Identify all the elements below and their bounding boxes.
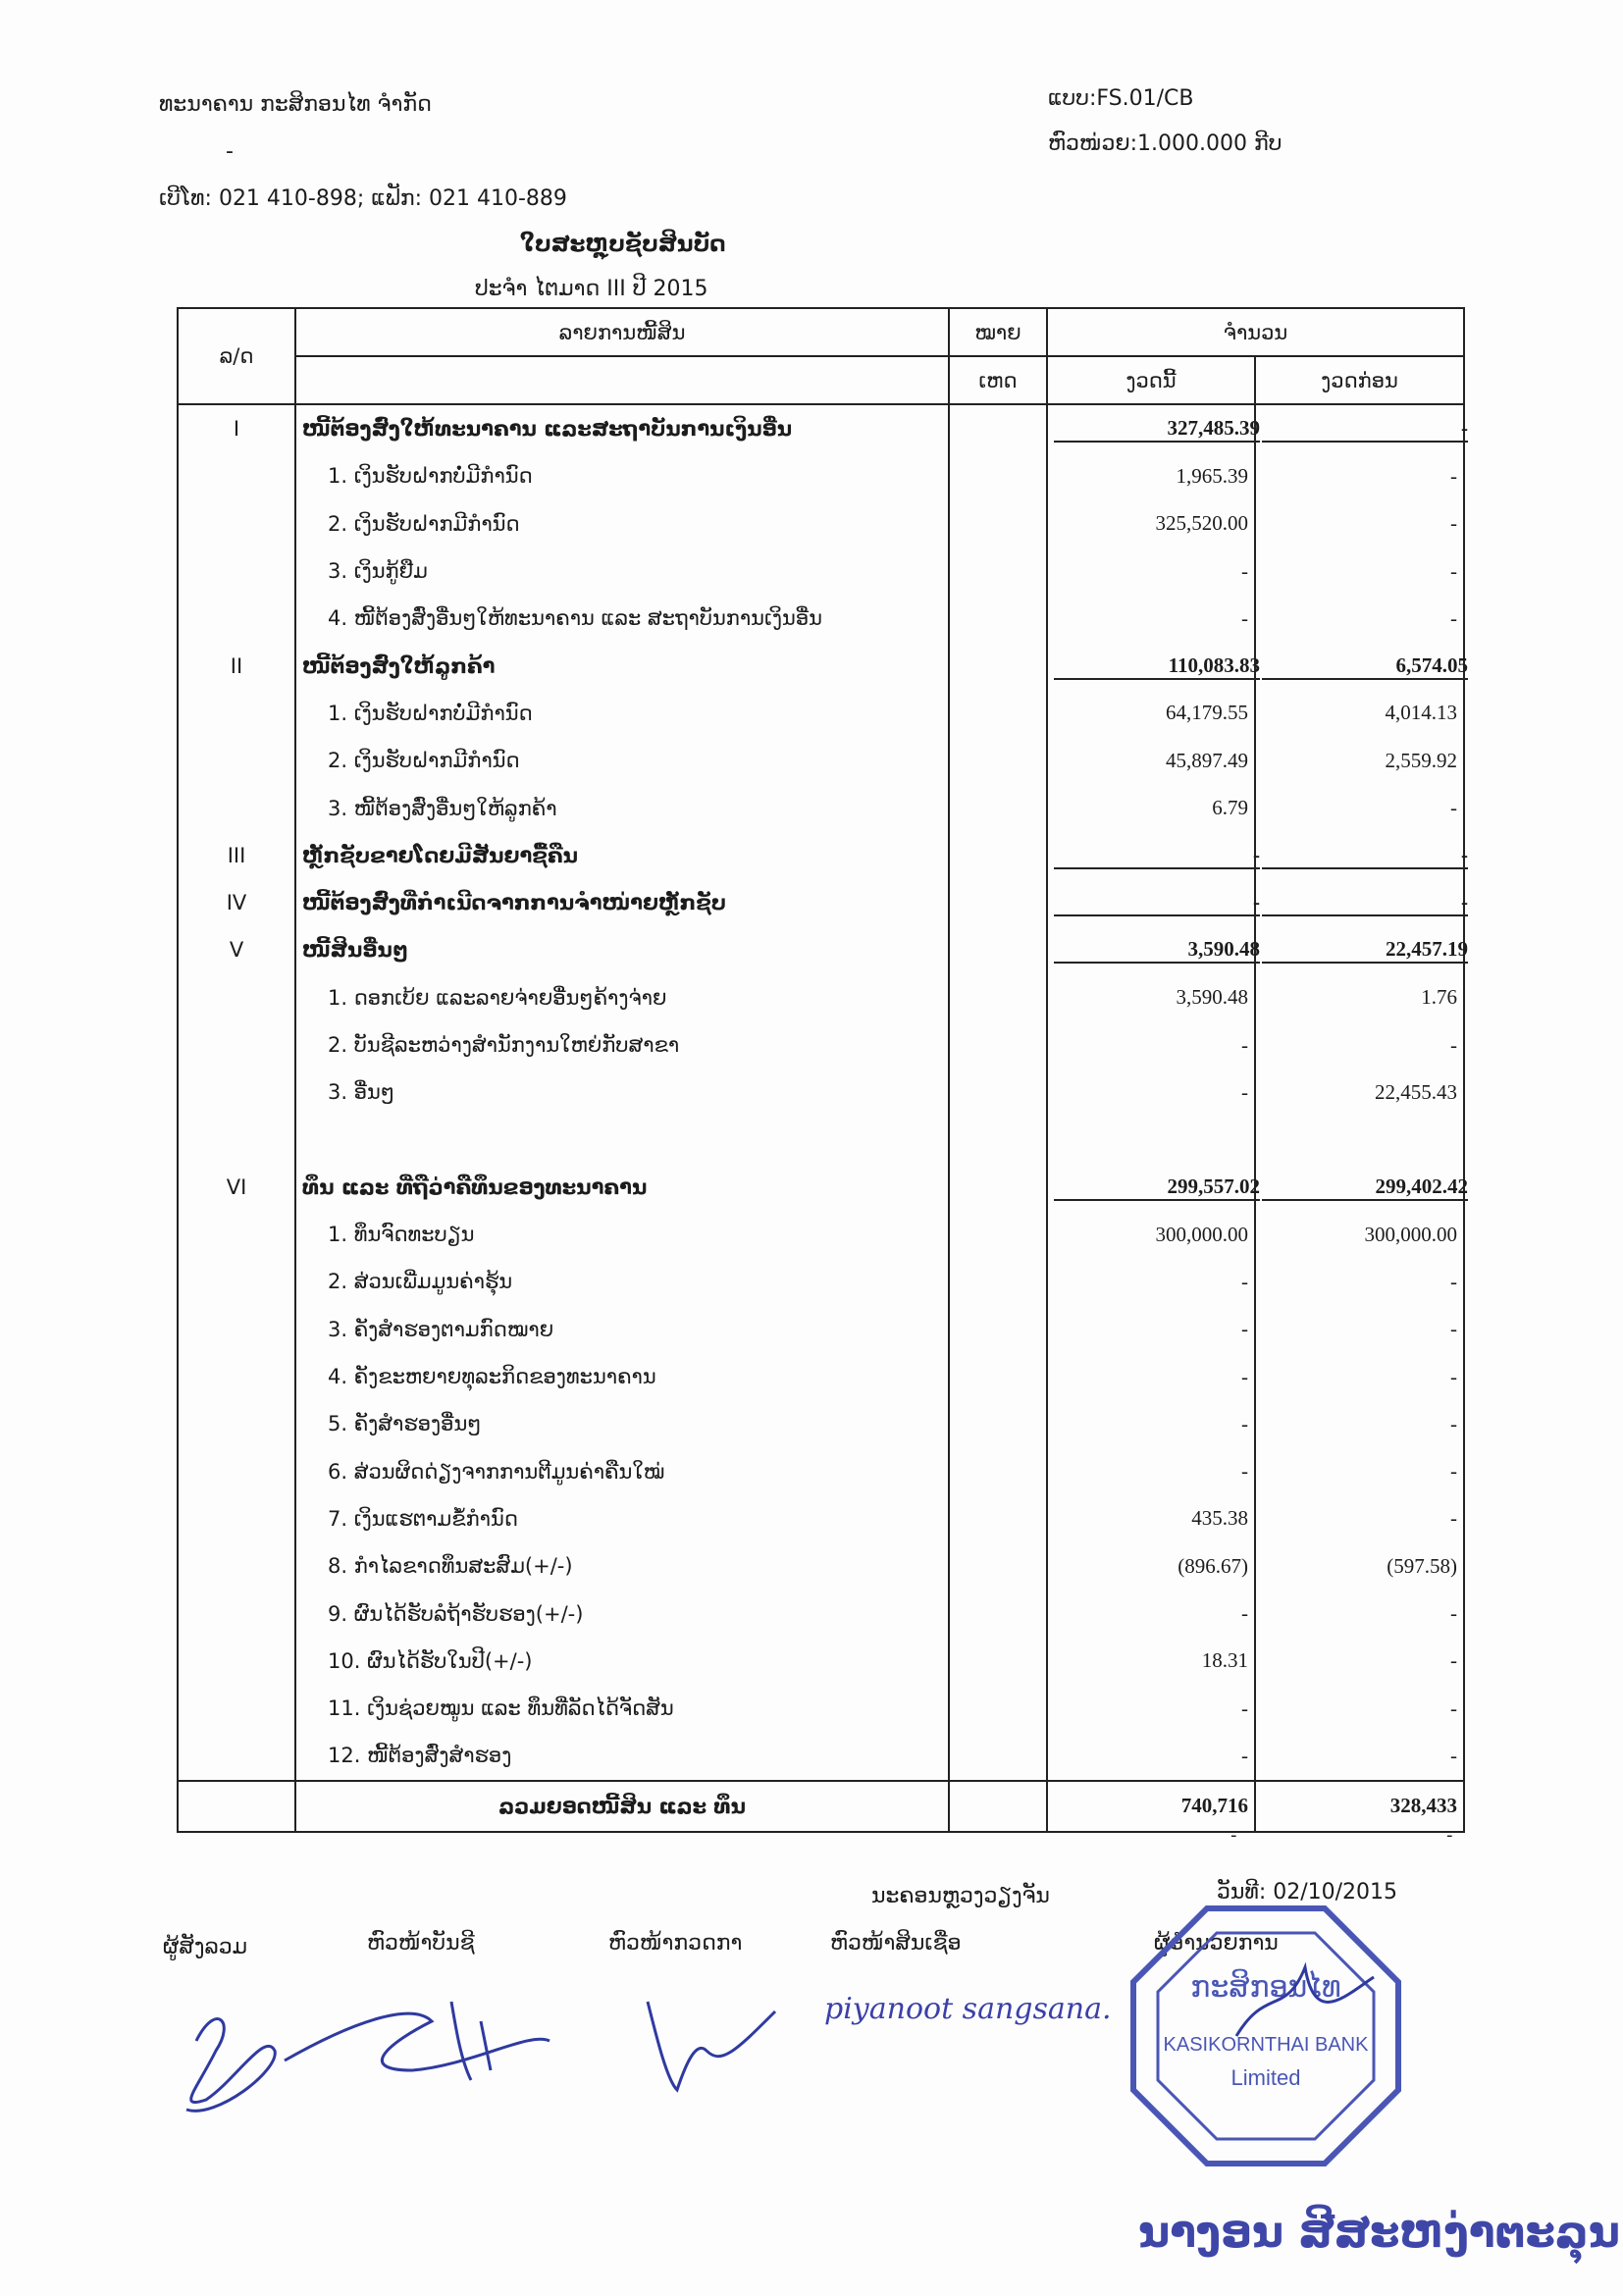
row-previous-amount-value: 22,457.19: [1262, 936, 1468, 964]
row-note: [949, 832, 1047, 879]
table-row: [178, 1542, 1464, 1590]
table-row: [178, 879, 1464, 926]
table-row: [178, 1495, 1464, 1542]
row-current-amount: 1,965.39: [1047, 452, 1255, 499]
row-current-amount: -: [1047, 1069, 1255, 1116]
table-row: [178, 642, 1464, 689]
row-current-amount: 300,000.00: [1047, 1211, 1255, 1258]
row-item-label: 7. ເງິນແຮຕາມຂໍ້ກຳນົດ: [295, 1495, 949, 1542]
header-note-bottom: ເຫດ: [949, 356, 1047, 404]
row-previous-amount: [1255, 1116, 1464, 1163]
row-number: [178, 1448, 295, 1495]
row-note: [949, 690, 1047, 737]
row-item-label: 12. ໜີ້ຕ້ອງສົ່ງສຳຮອງ: [295, 1732, 949, 1780]
row-current-amount: -: [1047, 1400, 1255, 1447]
row-number: [178, 1542, 295, 1590]
row-current-amount: -: [1047, 1306, 1255, 1353]
row-item-label: 10. ຜົນໄດ້ຮັບໃນປີ(+/-): [295, 1638, 949, 1685]
row-note: [949, 1448, 1047, 1495]
table-row: [178, 1638, 1464, 1685]
row-current-amount: [1047, 879, 1260, 926]
row-item-label: 5. ຄັງສຳຮອງອື່ນໆ: [295, 1400, 949, 1447]
row-previous-amount: -: [1255, 1638, 1464, 1685]
row-note: [949, 1069, 1047, 1116]
signer-audit-head: ຫົວໜ້າກວດກາ: [608, 1931, 743, 1956]
table-row: [178, 1116, 1464, 1163]
total-no: [178, 1781, 295, 1832]
table-row: [178, 1590, 1464, 1637]
row-current-amount: [1047, 1164, 1260, 1211]
row-previous-amount: 1.76: [1255, 974, 1464, 1021]
signer-credit-head: ຫົວໜ້າສິນເຊື່ອ: [830, 1931, 962, 1956]
table-row: [178, 1021, 1464, 1069]
row-note: [949, 1211, 1047, 1258]
row-number: [178, 1732, 295, 1780]
row-previous-amount: -: [1255, 1258, 1464, 1305]
row-note: [949, 548, 1047, 595]
row-number: [178, 452, 295, 499]
row-number: [178, 500, 295, 548]
row-previous-amount: -: [1255, 1448, 1464, 1495]
row-current-amount: -: [1047, 1353, 1255, 1400]
row-current-amount: [1047, 832, 1260, 879]
row-number: [178, 1400, 295, 1447]
signer-compiler: ຜູ້ສັງລວມ: [163, 1935, 248, 1959]
svg-text:KASIKORNTHAI BANK: KASIKORNTHAI BANK: [1163, 2034, 1369, 2056]
row-previous-amount: [1255, 642, 1468, 689]
row-item-label: 1. ດອກເບ້ຍ ແລະລາຍຈ່າຍອື່ນໆຄ້າງຈ່າຍ: [295, 974, 949, 1021]
row-number: VI: [178, 1164, 295, 1211]
row-current-amount: [1047, 926, 1260, 973]
bank-name: ທະນາຄານ ກະສິກອນໄທ ຈຳກັດ: [159, 92, 432, 117]
date-label: ວັນທີ: 02/10/2015: [1217, 1880, 1398, 1905]
row-note: [949, 1400, 1047, 1447]
row-number: [178, 1353, 295, 1400]
row-previous-amount: -: [1255, 1306, 1464, 1353]
row-note: [949, 1542, 1047, 1590]
row-item-label: ທຶນ ແລະ ທີ່ຖືວ່າຄືທຶນຂອງທະນາຄານ: [295, 1164, 949, 1211]
row-current-amount: 6.79: [1047, 784, 1255, 831]
row-previous-amount: [1255, 879, 1468, 926]
row-note: [949, 1021, 1047, 1069]
header-previous: ງວດກ່ອນ: [1255, 356, 1464, 404]
table-row: [178, 500, 1464, 548]
row-number: [178, 1685, 295, 1732]
row-current-amount: -: [1047, 1448, 1255, 1495]
row-previous-amount: -: [1255, 548, 1464, 595]
row-previous-amount: (597.58): [1255, 1542, 1464, 1590]
row-note: [949, 642, 1047, 689]
table-row: [178, 1400, 1464, 1447]
row-number: [178, 1495, 295, 1542]
header-note-top: ໝາຍ: [949, 308, 1047, 356]
row-item-label: 3. ຄັງສຳຮອງຕາມກົດໝາຍ: [295, 1306, 949, 1353]
row-current-amount: -: [1047, 1685, 1255, 1732]
row-number: [178, 595, 295, 642]
row-note: [949, 1590, 1047, 1637]
row-number: [178, 784, 295, 831]
row-item-label: 2. ເງິນຮັບຝາກມີກຳນົດ: [295, 500, 949, 548]
row-note: [949, 737, 1047, 784]
row-number: V: [178, 926, 295, 973]
row-item-label: 3. ອື່ນໆ: [295, 1069, 949, 1116]
row-current-amount: -: [1047, 595, 1255, 642]
form-code: ແບບ:FS.01/CB: [1048, 86, 1194, 111]
table-row: [178, 548, 1464, 595]
row-item-label: 9. ຜົນໄດ້ຮັບລໍຖ້າຮັບຮອງ(+/-): [295, 1590, 949, 1637]
below-mark-current: -: [1230, 1825, 1237, 1846]
row-item-label: 3. ເງິນກູ້ຢືມ: [295, 548, 949, 595]
row-previous-amount: -: [1255, 1732, 1464, 1780]
row-number: IV: [178, 879, 295, 926]
row-note: [949, 452, 1047, 499]
table-row: [178, 452, 1464, 499]
below-mark-previous: -: [1446, 1825, 1453, 1846]
row-previous-amount: -: [1255, 595, 1464, 642]
row-note: [949, 1732, 1047, 1780]
row-previous-amount: -: [1255, 452, 1464, 499]
table-row: [178, 832, 1464, 879]
row-number: [178, 1069, 295, 1116]
signer-director: ຜູ້ອຳນວຍການ: [1154, 1931, 1279, 1956]
row-previous-amount-value: 299,402.42: [1262, 1174, 1468, 1201]
row-note: [949, 1495, 1047, 1542]
row-current-amount: (896.67): [1047, 1542, 1255, 1590]
header-item: ລາຍການໜີ້ສິນ: [295, 308, 949, 356]
row-note: [949, 1258, 1047, 1305]
row-current-amount-value: -: [1054, 889, 1260, 916]
total-current: 740,716: [1047, 1781, 1255, 1832]
row-note: [949, 1638, 1047, 1685]
svg-text:Limited: Limited: [1230, 2065, 1301, 2090]
row-current-amount: -: [1047, 1258, 1255, 1305]
row-previous-amount-value: -: [1262, 889, 1468, 916]
row-item-label: 1. ທຶນຈົດທະບຽນ: [295, 1211, 949, 1258]
row-number: [178, 974, 295, 1021]
row-current-amount-value: -: [1054, 842, 1260, 869]
row-current-amount: [1047, 642, 1260, 689]
signer-chief-accountant: ຫົວໜ້າບັນຊີ: [367, 1931, 475, 1956]
director-name: ນາງອນ ສີສະຫງ່າຕະລຸນ: [1138, 2208, 1620, 2258]
bank-seal: [1119, 1889, 1413, 2183]
row-previous-amount: -: [1255, 784, 1464, 831]
row-number: I: [178, 404, 295, 452]
row-previous-amount: -: [1255, 1021, 1464, 1069]
row-previous-amount: -: [1255, 1590, 1464, 1637]
table-row: [178, 737, 1464, 784]
table-row: [178, 1685, 1464, 1732]
row-previous-amount: -: [1255, 1495, 1464, 1542]
row-current-amount: 64,179.55: [1047, 690, 1255, 737]
table-row: [178, 690, 1464, 737]
table-row: [178, 1732, 1464, 1780]
row-previous-amount: -: [1255, 1353, 1464, 1400]
row-item-label: 11. ເງິນຊ່ວຍໝູນ ແລະ ທຶນທີ່ລັດໄດ້ຈັດສັນ: [295, 1685, 949, 1732]
row-current-amount: 435.38: [1047, 1495, 1255, 1542]
row-item-label: 2. ບັນຊີລະຫວ່າງສຳນັກງານໃຫຍ່ກັບສາຂາ: [295, 1021, 949, 1069]
document-period: ປະຈຳ ໄຕມາດ III ປີ 2015: [475, 277, 708, 301]
balance-sheet-table: [177, 307, 1468, 1833]
row-number: [178, 1590, 295, 1637]
row-number: [178, 690, 295, 737]
row-current-amount: -: [1047, 548, 1255, 595]
row-item-label: 3. ໜີ້ຕ້ອງສົ່ງອື່ນໆໃຫ້ລູກຄ້າ: [295, 784, 949, 831]
row-current-amount: 3,590.48: [1047, 974, 1255, 1021]
row-note: [949, 595, 1047, 642]
contact-info: ເບີໂທ: 021 410-898; ແຟັກ: 021 410-889: [159, 186, 567, 211]
table-row: [178, 404, 1464, 452]
handwritten-credit-head: piyanoot sangsana.: [824, 1992, 1112, 2026]
row-current-amount-value: 3,590.48: [1054, 936, 1260, 964]
header-current: ງວດນີ້: [1047, 356, 1255, 404]
row-previous-amount: [1255, 926, 1468, 973]
row-item-label: 4. ໜີ້ຕ້ອງສົ່ງອື່ນໆໃຫ້ທະນາຄານ ແລະ ສະຖາບັນການເງິນອື່ນ: [295, 595, 949, 642]
row-number: [178, 1211, 295, 1258]
row-note: [949, 500, 1047, 548]
row-item-label: 1. ເງິນຮັບຝາກບໍ່ມີກຳນົດ: [295, 690, 949, 737]
row-item-label: [295, 1116, 949, 1163]
table-row: [178, 595, 1464, 642]
row-note: [949, 926, 1047, 973]
row-number: [178, 548, 295, 595]
row-previous-amount: 300,000.00: [1255, 1211, 1464, 1258]
row-previous-amount: 4,014.13: [1255, 690, 1464, 737]
row-number: [178, 1258, 295, 1305]
row-note: [949, 404, 1047, 452]
signature-compiler-accountant: [157, 1962, 569, 2139]
place-label: ນະຄອນຫຼວງວຽງຈັນ: [871, 1884, 1050, 1908]
total-previous: 328,433: [1255, 1781, 1464, 1832]
header-amount: ຈຳນວນ: [1047, 308, 1464, 356]
row-current-amount: [1047, 404, 1260, 452]
row-item-label: ຫຼັກຊັບຂາຍໂດຍມີສັນຍາຊື້ຄືນ: [295, 832, 949, 879]
row-previous-amount-value: 6,574.05: [1262, 652, 1468, 680]
row-item-label: 2. ເງິນຮັບຝາກມີກຳນົດ: [295, 737, 949, 784]
table-row: [178, 1306, 1464, 1353]
svg-text:ກະສິກອນໄທ: ກະສິກອນໄທ: [1190, 1970, 1341, 2005]
table-row: [178, 1258, 1464, 1305]
row-previous-amount: -: [1255, 1400, 1464, 1447]
row-note: [949, 1116, 1047, 1163]
table-row: [178, 1448, 1464, 1495]
row-number: [178, 1306, 295, 1353]
total-label: ລວມຍອດໜີ້ສິນ ແລະ ທຶນ: [295, 1781, 949, 1832]
row-item-label: 2. ສ່ວນເພີ່ມມູນຄ່າຮຸ້ນ: [295, 1258, 949, 1305]
row-previous-amount: 22,455.43: [1255, 1069, 1464, 1116]
row-number: [178, 1021, 295, 1069]
row-note: [949, 1164, 1047, 1211]
row-previous-amount: -: [1255, 1685, 1464, 1732]
signature-audit-head: [628, 1972, 785, 2110]
header-dash: -: [226, 139, 234, 164]
row-previous-amount: 2,559.92: [1255, 737, 1464, 784]
row-current-amount: 45,897.49: [1047, 737, 1255, 784]
header-no: ລ/ດ: [178, 308, 295, 404]
row-note: [949, 1306, 1047, 1353]
row-previous-amount: -: [1255, 500, 1464, 548]
row-number: [178, 737, 295, 784]
row-number: III: [178, 832, 295, 879]
row-current-amount: -: [1047, 1021, 1255, 1069]
row-current-amount: -: [1047, 1732, 1255, 1780]
row-item-label: 8. ກຳໄລຂາດທຶນສະສົມ(+/-): [295, 1542, 949, 1590]
row-note: [949, 784, 1047, 831]
total-note: [949, 1781, 1047, 1832]
row-current-amount: -: [1047, 1590, 1255, 1637]
row-current-amount-value: 110,083.83: [1054, 652, 1260, 680]
row-current-amount: 325,520.00: [1047, 500, 1255, 548]
row-previous-amount: [1255, 1164, 1468, 1211]
table-row: [178, 926, 1464, 973]
row-previous-amount-value: -: [1262, 842, 1468, 869]
row-item-label: 6. ສ່ວນຜິດດ່ຽງຈາກການຕີມູນຄ່າຄືນໃໝ່: [295, 1448, 949, 1495]
header-item-blank: [295, 356, 949, 404]
row-previous-amount-value: -: [1262, 415, 1468, 443]
row-note: [949, 879, 1047, 926]
table-row: [178, 1164, 1464, 1211]
row-current-amount: [1047, 1116, 1255, 1163]
table-row: [178, 1353, 1464, 1400]
row-item-label: ໜີ້ສິນອື່ນໆ: [295, 926, 949, 973]
row-note: [949, 974, 1047, 1021]
row-previous-amount: [1255, 832, 1468, 879]
table-row: [178, 1069, 1464, 1116]
row-note: [949, 1685, 1047, 1732]
row-item-label: 1. ເງິນຮັບຝາກບໍ່ມີກຳນົດ: [295, 452, 949, 499]
row-current-amount-value: 327,485.39: [1054, 415, 1260, 443]
row-number: [178, 1116, 295, 1163]
row-item-label: ໜີ້ຕ້ອງສົ່ງທີ່ກຳເນີດຈາກການຈຳໜ່າຍຫຼັກຊັບ: [295, 879, 949, 926]
document-title: ໃບສະຫຼຸບຊັບສິນບັດ: [520, 232, 726, 257]
row-previous-amount: [1255, 404, 1468, 452]
row-item-label: 4. ຄັງຂະຫຍາຍທຸລະກິດຂອງທະນາຄານ: [295, 1353, 949, 1400]
row-current-amount: 18.31: [1047, 1638, 1255, 1685]
unit-label: ຫົວໜ່ວຍ:1.000.000 ກີບ: [1048, 131, 1283, 156]
row-number: II: [178, 642, 295, 689]
row-current-amount-value: 299,557.02: [1054, 1174, 1260, 1201]
table-row: [178, 784, 1464, 831]
table-row: [178, 974, 1464, 1021]
row-item-label: ໜີ້ຕ້ອງສົ່ງໃຫ້ທະນາຄານ ແລະສະຖາບັນການເງິນອື່ນ: [295, 404, 949, 452]
row-note: [949, 1353, 1047, 1400]
total-row: [178, 1781, 1464, 1832]
table-row: [178, 1211, 1464, 1258]
row-number: [178, 1638, 295, 1685]
row-item-label: ໜີ້ຕ້ອງສົ່ງໃຫ້ລູກຄ້າ: [295, 642, 949, 689]
